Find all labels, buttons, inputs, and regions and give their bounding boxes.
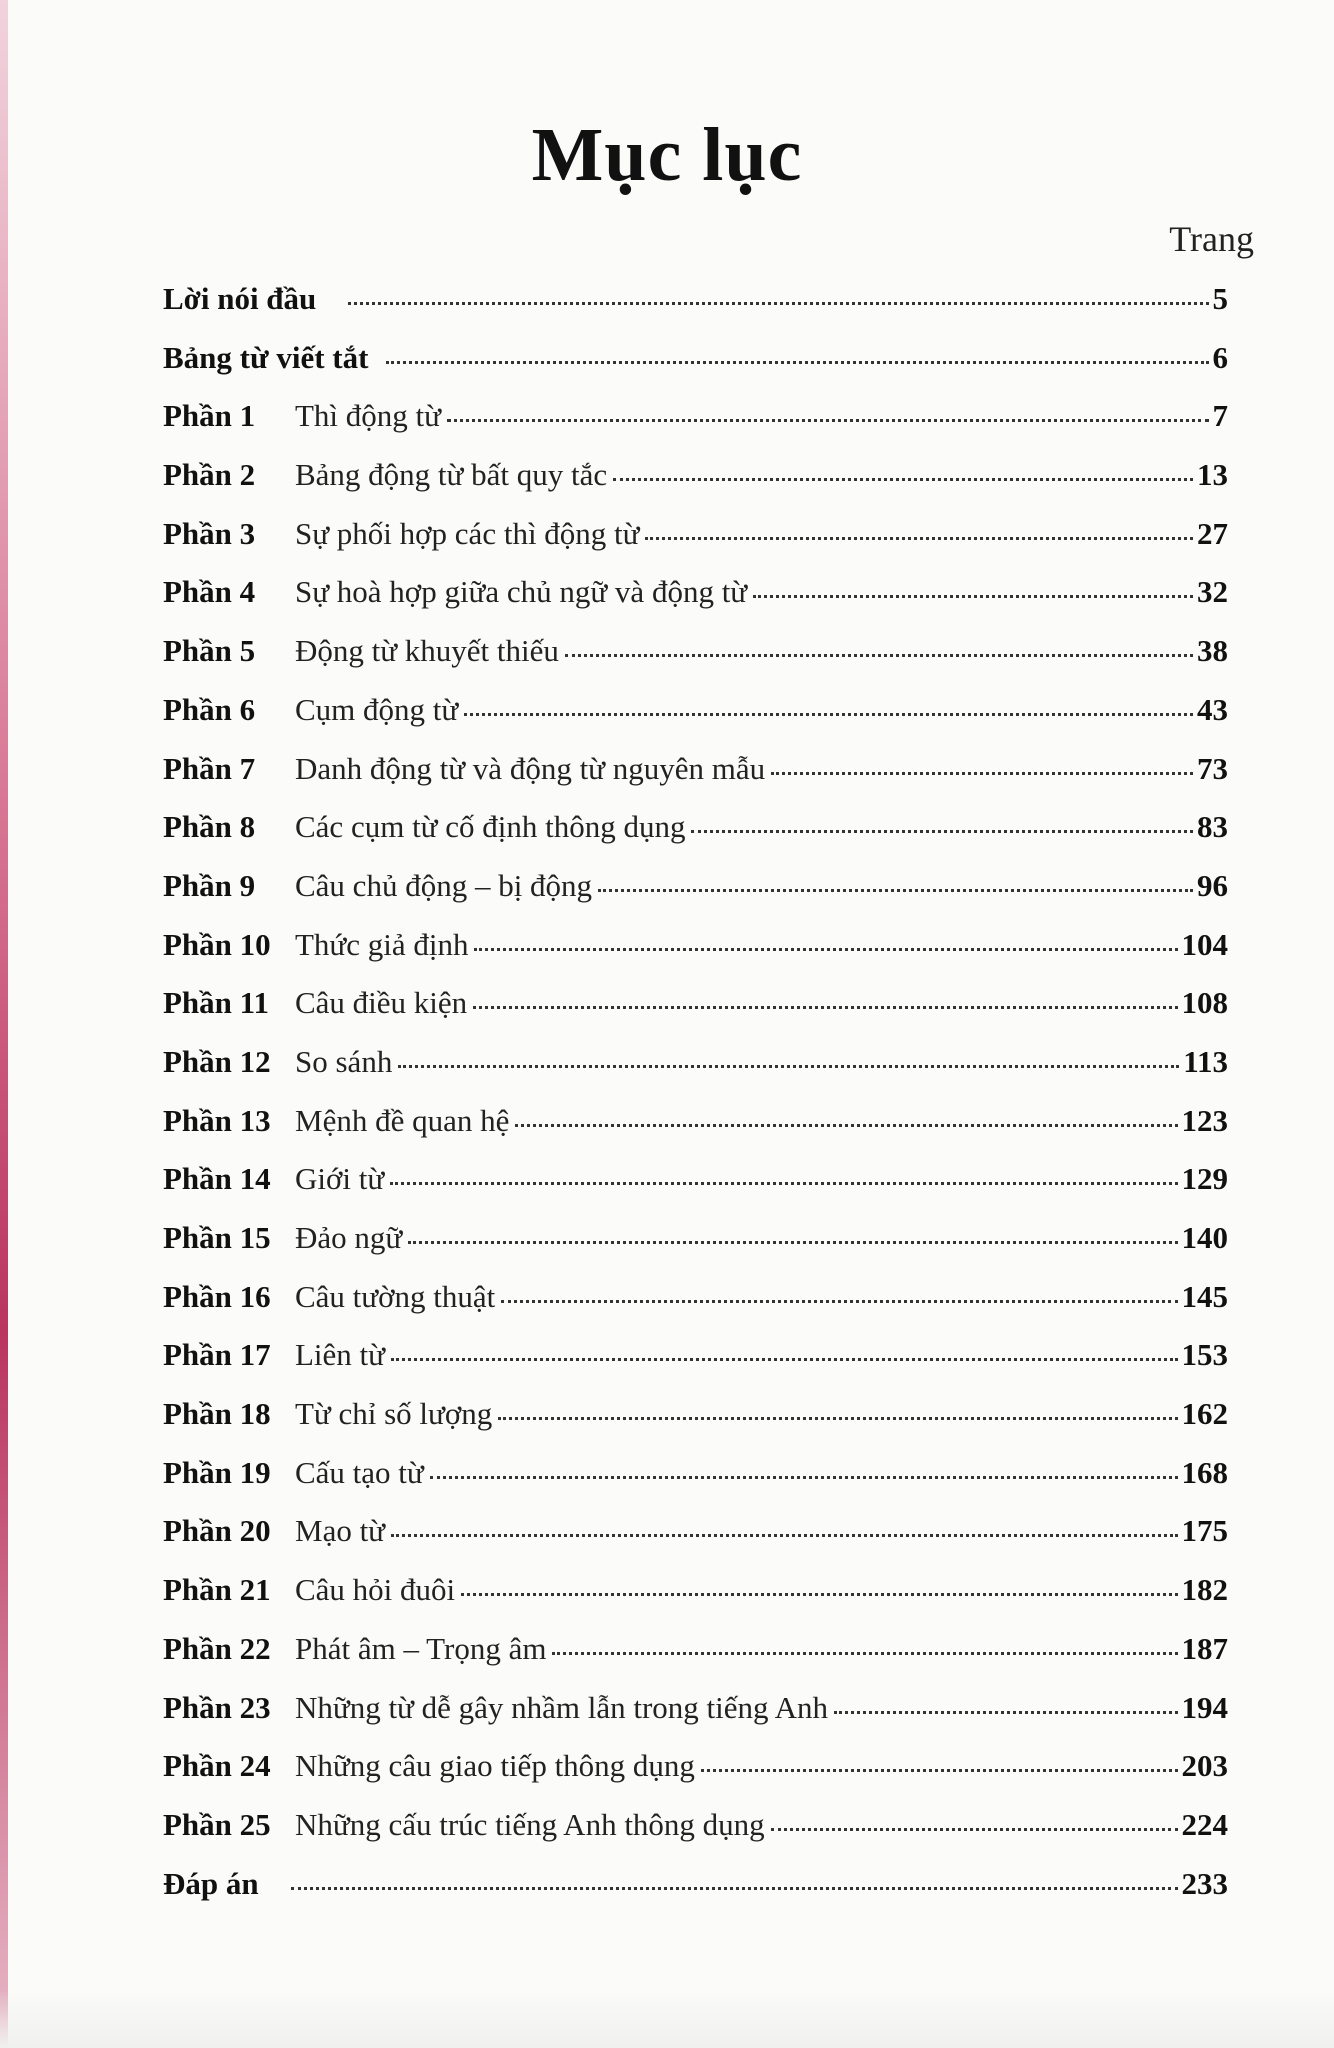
toc-entry-title: Từ chỉ số lượng	[295, 1396, 493, 1432]
toc-entry-page: 153	[1181, 1337, 1228, 1373]
toc-entry-title: Cấu tạo từ	[295, 1454, 424, 1490]
toc-entry-label: Phần 12	[163, 1043, 271, 1079]
toc-entry-label: Phần 5	[163, 633, 256, 669]
toc-entry-title: Câu điều kiện	[295, 985, 468, 1021]
toc-entry-label: Phần 25	[163, 1806, 271, 1842]
dot-leader	[461, 1593, 1177, 1596]
toc-entry	[163, 1209, 1228, 1268]
toc-entry	[163, 1033, 1228, 1092]
toc-entry-page: 83	[1197, 809, 1228, 845]
toc-entry-page: 96	[1197, 867, 1228, 903]
dot-leader	[771, 1828, 1178, 1831]
toc-entry-title: Thức giả định	[295, 926, 469, 962]
toc-entry-page: 187	[1181, 1630, 1228, 1666]
toc-entry	[163, 1679, 1228, 1738]
dot-leader	[464, 713, 1193, 716]
dot-leader	[447, 419, 1209, 422]
dot-leader	[386, 361, 1208, 364]
toc-entry	[163, 798, 1228, 857]
toc-entry-page: 182	[1181, 1572, 1228, 1608]
toc-entry-label: Phần 24	[163, 1748, 271, 1784]
dot-leader	[291, 1887, 1178, 1890]
toc-entry-label: Phần 15	[163, 1220, 271, 1255]
toc-entry-label: Phần 17	[163, 1337, 271, 1373]
toc-entry	[163, 857, 1228, 916]
toc-entry	[163, 916, 1228, 975]
toc-entry	[163, 1855, 1228, 1914]
toc-entry-label: Phần 16	[163, 1278, 271, 1314]
dot-leader	[771, 772, 1193, 775]
toc-entry	[163, 1444, 1228, 1503]
toc-entry-title: Đảo ngữ	[295, 1220, 403, 1255]
toc-entry	[163, 1620, 1228, 1679]
toc-entry	[163, 1561, 1228, 1620]
toc-entry-title: Những từ dễ gây nhầm lẫn trong tiếng Anh	[295, 1689, 828, 1725]
toc-entry-page: 175	[1181, 1513, 1228, 1549]
toc-entry-title: Giới từ	[295, 1161, 385, 1197]
toc-entry-label: Phần 11	[163, 985, 269, 1021]
dot-leader	[430, 1476, 1178, 1479]
dot-leader	[473, 1006, 1177, 1009]
toc-entry	[163, 1150, 1228, 1209]
toc-entry	[163, 681, 1228, 740]
toc-entry	[163, 1268, 1228, 1327]
toc-entry-label: Phần 14	[163, 1161, 271, 1197]
toc-entry-page: 108	[1181, 985, 1228, 1021]
dot-leader	[398, 1065, 1179, 1068]
toc-entry	[163, 1502, 1228, 1561]
toc-entry-title: Câu hỏi đuôi	[295, 1572, 456, 1608]
toc-entry-label: Phần 8	[163, 809, 256, 845]
dot-leader	[498, 1417, 1177, 1420]
toc-entry-label: Phần 6	[163, 691, 256, 727]
dot-leader	[391, 1358, 1178, 1361]
toc-entry-label: Phần 20	[163, 1513, 271, 1549]
toc-entry-title: Cụm động từ	[295, 691, 459, 727]
toc-entry-label: Phần 2	[163, 457, 256, 493]
toc-entry-label: Phần 21	[163, 1572, 271, 1608]
toc-entry-page: 113	[1183, 1043, 1228, 1079]
dot-leader	[515, 1124, 1177, 1127]
toc-entry-title: Những cấu trúc tiếng Anh thông dụng	[295, 1806, 765, 1842]
toc-entry	[163, 563, 1228, 622]
pink-page-edge	[0, 0, 8, 2048]
toc-entry-title: Động từ khuyết thiếu	[295, 633, 559, 669]
toc-entry-page: 203	[1181, 1748, 1228, 1784]
dot-leader	[701, 1769, 1178, 1772]
toc-entry-page: 13	[1197, 457, 1228, 493]
toc-entry-page: 162	[1181, 1396, 1228, 1432]
toc-entry-label: Phần 18	[163, 1396, 271, 1432]
toc-entry	[163, 622, 1228, 681]
toc-entry	[163, 1326, 1228, 1385]
toc-entry-page: 32	[1197, 574, 1228, 610]
table-of-contents	[163, 270, 1228, 1913]
toc-entry	[163, 329, 1228, 388]
toc-entry	[163, 1796, 1228, 1855]
toc-entry-label: Phần 9	[163, 867, 256, 903]
toc-entry-page: 43	[1197, 691, 1228, 727]
toc-entry-page: 38	[1197, 633, 1228, 669]
toc-entry-label: Phần 13	[163, 1102, 271, 1138]
toc-entry-title: Mạo từ	[295, 1513, 385, 1549]
toc-entry-page: 194	[1181, 1689, 1228, 1725]
toc-entry-label: Lời nói đầu	[163, 281, 317, 316]
toc-entry-title: So sánh	[295, 1043, 393, 1079]
toc-entry	[163, 740, 1228, 799]
toc-entry-label: Phần 23	[163, 1689, 271, 1725]
toc-entry-page: 145	[1181, 1278, 1228, 1314]
toc-entry-label: Phần 10	[163, 926, 271, 962]
dot-leader	[501, 1300, 1177, 1303]
toc-entry	[163, 974, 1228, 1033]
toc-entry-page: 27	[1197, 515, 1228, 551]
toc-entry-title: Bảng động từ bất quy tắc	[295, 457, 608, 493]
toc-entry-label: Phần 7	[163, 750, 256, 786]
toc-entry-title: Liên từ	[295, 1337, 385, 1373]
toc-entry-title: Sự phối hợp các thì động từ	[295, 515, 640, 551]
toc-entry-page: 129	[1181, 1161, 1228, 1197]
toc-entry-title: Mệnh đề quan hệ	[295, 1102, 510, 1138]
toc-entry-page: 224	[1181, 1806, 1228, 1842]
dot-leader	[348, 302, 1208, 305]
toc-entry-title: Những câu giao tiếp thông dụng	[295, 1748, 695, 1784]
toc-entry-title: Các cụm từ cố định thông dụng	[295, 809, 686, 845]
toc-entry-page: 73	[1197, 750, 1228, 786]
dot-leader	[565, 654, 1193, 657]
toc-entry-page: 123	[1181, 1102, 1228, 1138]
toc-entry-label: Phần 4	[163, 574, 256, 610]
dot-leader	[390, 1182, 1177, 1185]
toc-entry-page: 140	[1181, 1220, 1228, 1255]
toc-entry-page: 104	[1181, 926, 1228, 962]
toc-entry-page: 168	[1181, 1454, 1228, 1490]
toc-entry	[163, 270, 1228, 329]
toc-entry-label: Phần 22	[163, 1630, 271, 1666]
toc-entry-label: Phần 19	[163, 1454, 271, 1490]
dot-leader	[645, 537, 1193, 540]
toc-entry-page: 6	[1212, 339, 1228, 375]
toc-entry-label: Bảng từ viết tắt	[163, 339, 369, 375]
toc-entry-title: Thì động từ	[295, 398, 441, 434]
toc-entry	[163, 446, 1228, 505]
toc-entry-title: Phát âm – Trọng âm	[295, 1630, 547, 1666]
toc-entry	[163, 1092, 1228, 1151]
toc-entry	[163, 1737, 1228, 1796]
toc-entry-label: Phần 3	[163, 515, 256, 551]
dot-leader	[391, 1534, 1178, 1537]
dot-leader	[552, 1652, 1177, 1655]
toc-entry-title: Danh động từ và động từ nguyên mẫu	[295, 750, 766, 786]
dot-leader	[598, 889, 1193, 892]
dot-leader	[408, 1241, 1177, 1244]
page-bottom-shadow	[0, 1990, 1334, 2048]
dot-leader	[613, 478, 1193, 481]
toc-entry-title: Câu tường thuật	[295, 1278, 496, 1314]
toc-entry-label: Phần 1	[163, 398, 256, 434]
toc-entry	[163, 505, 1228, 564]
toc-entry-page: 233	[1181, 1865, 1228, 1901]
dot-leader	[474, 948, 1177, 951]
toc-entry-title: Sự hoà hợp giữa chủ ngữ và động từ	[295, 574, 748, 610]
dot-leader	[753, 595, 1193, 598]
page-column-label: Trang	[1169, 219, 1254, 259]
toc-entry-page: 7	[1212, 398, 1228, 434]
toc-entry-page: 5	[1212, 281, 1228, 316]
toc-entry-label: Đáp án	[163, 1865, 259, 1901]
toc-entry	[163, 387, 1228, 446]
page-title: Mục lục	[531, 113, 803, 197]
toc-entry-title: Câu chủ động – bị động	[295, 867, 593, 903]
dot-leader	[691, 830, 1193, 833]
dot-leader	[834, 1711, 1178, 1714]
toc-entry	[163, 1385, 1228, 1444]
